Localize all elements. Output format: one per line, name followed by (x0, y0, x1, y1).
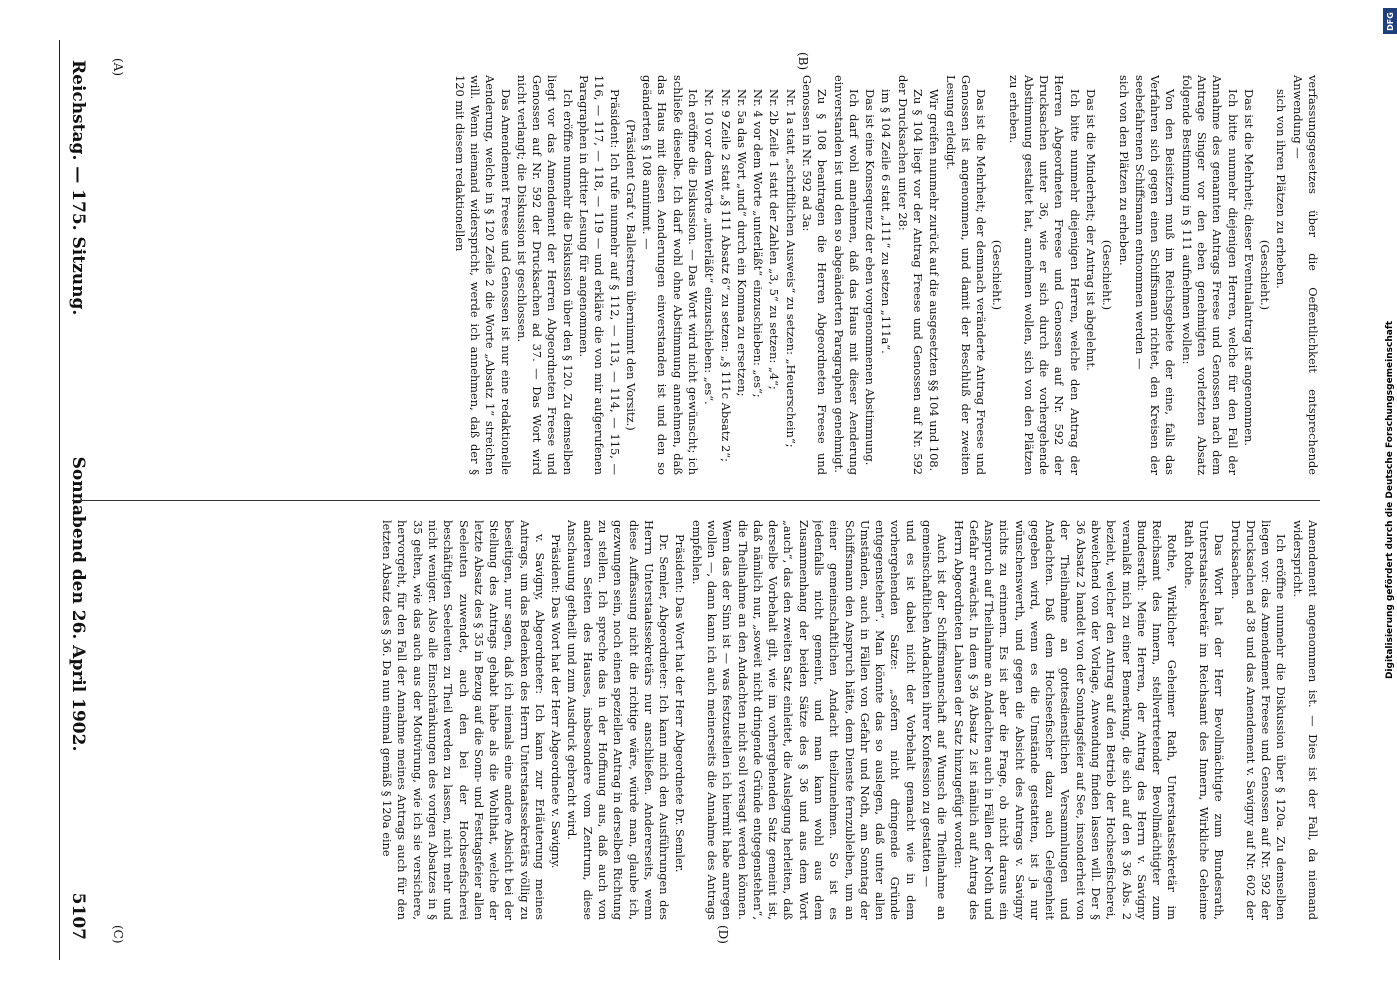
margin-marker-d: (D) (716, 925, 730, 944)
paragraph: Nr. 1a statt „schriftlichen Ausweis“ zu setzen: „Heuerschein“; (783, 89, 798, 448)
paragraph: Zu § 108 beantragen die Herren Abgeordneten Freese und Genossen in Nr. 592 ad 3a: (800, 75, 830, 475)
header-center: Sonnabend den 26. April 1902. (68, 456, 88, 752)
margin-marker-b: (B) (796, 52, 810, 71)
paragraph: (Präsident Graf v. Ballestrem übernimmt den Vorsitz.) (623, 119, 638, 431)
paragraph: Ich bitte nunmehr diejenigen Herren, welche für den Fall der Annahme des genannten Antrags Freese und Genossen nach dem Antrage Singer vor den eben genehmigten vorletzten Absatz folgende Bestimmung in § 111 aufnehmen wollen: (1179, 75, 1240, 475)
paragraph: Amendement angenommen ist. — Dies ist der Fall, da niemand widerspricht. (1290, 520, 1320, 920)
paragraph: und es ist dabei nicht der Vorbehalt gemacht wie in dem vorhergehenden Satze: „sofern nicht dringende Gründe entgegenstehen“. Man könnte das so auslegen, daß unter allen Umständen, auch in Fällen von Gefahr und Noth, am Sonntag der Schiffsmann den Anspruch hätte, dem Dienste fernzubleiben, um an einer gemeinschaftlichen Andacht theilzunehmen. So ist es jedenfalls nicht gemeint, und man kann wohl aus dem Zusammenhang der beiden Sätze des § 36 und aus dem Wort „auch“, das den zweiten Satz einleitet, die Auslegung herleiten, daß derselbe Vorbehalt gilt, wie im vorhergehenden Satz gemeint ist, daß nämlich nur, „soweit nicht dringende Gründe entgegenstehen“, die Theilnahme an den Andachten nicht soll versagt werden können. Wenn das der Sinn ist — was festzustellen ich hiermit habe anregen wollen —, dann kann ich auch meinerseits die Annahme des Antrags empfehlen. (689, 520, 918, 920)
dfg-logo-text: DFG (1385, 11, 1395, 31)
paragraph: Präsident: Ich rufe nunmehr auf § 112, — 113, — 114, — 115, — 116, — 117, — 118, — 119 — und erkläre die von mir aufgerufenen Paragraphen in dritter Lesung für angenommen. (577, 75, 622, 475)
column-divider (72, 500, 1320, 501)
paragraph: Das ist die Mehrheit; dieser Eventualantrag ist angenommen. (1241, 89, 1256, 447)
paragraph: Das ist die Minderheit; der Antrag ist abgelehnt. (1084, 89, 1099, 371)
margin-marker-a: (A) (111, 58, 125, 77)
paragraph: Von den Beisitzern muß im Reichsgebiete der eine, falls das Verfahren sich gegen einen Schiffsmann richtet, den Kreisen der seebefahrenen Schiffsmann entnommen werden — (1132, 75, 1178, 475)
paragraph: Dr. Semler, Abgeordneter: Ich kann mich den Ausführungen des Herrn Unterstaatssekretärs nur anschließen. Andererseits, wenn diese Auffassung nicht die richtige wäre, würde man, glaube ich, gezwungen sein, noch einen speziellen Antrag in derselben Richtung zu stellen. Ich spreche das in der Hoffnung aus, daß auch von anderen Seiten des Hauses, insbesondere vom Zentrum, diese Anschauung getheilt und zum Ausdruck gebracht wird. (565, 520, 672, 920)
right-column (72, 520, 1320, 920)
paragraph: Zu § 104 liegt vor der Antrag Freese und Genossen auf Nr. 592 der Drucksachen unter 28: (895, 75, 925, 475)
paragraph: Nr. 10 vor dem Worte „unterläßt“ einzuschieben: „es“. (702, 89, 717, 405)
paragraph: im § 104 Zeile 6 statt „111“ zu setzen „111a“. (879, 89, 894, 354)
dfg-logo (1383, 8, 1397, 34)
paragraph: Nr. 2b Zeile 1 statt der Zahlen „3, 5“ zu setzen: „4“; (767, 89, 782, 390)
paragraph: Ich bitte nunmehr diejenigen Herren, welche den Antrag der Herren Abgeordneten Freese und Genossen auf Nr. 592 der Drucksachen unter 36, wie er sich durch die vorhergehende Abstimmung gestaltet hat, annehmen wollen, sich von den Plätzen zu erheben. (1006, 75, 1082, 475)
paragraph: Rothe, Wirklicher Geheimer Rath, Unterstaatssekretär im Reichsamt des Innern, stellvertretender Bevollmächtigter zum Bundesrath: Meine Herren, der Antrag des Herrn v. Savigny veranlaßt mich zu einer Bemerkung, die sich auf den § 36 Abs. 2 bezieht, welcher den Antrag auf den Betrieb der Hochseefischerei, abweichend von der Vorlage, Anwendung finden lassen will. Der § 36 Absatz 2 handelt von der Sonntagsfeier auf See, insonderheit von der Theilnahme an gottesdienstlichen Versammlungen und Andachten. Daß dem Hochseefischer dazu auch Gelegenheit gegeben wird, wenn es die Umstände gestatten, ist ja nur wünschenswerth, und gegen die Absicht des Antrags v. Savigny nichts zu erinnern. Es ist aber die Frage, ob nicht daraus ein Anspruch auf Theilnahme an Andachten auch in Fällen der Noth und Gefahr erwächst. In dem § 36 Absatz 2 ist nämlich auf Antrag des Herrn Abgeordneten Lahusen der Satz hinzugefügt worden: (951, 520, 1180, 920)
header-page-number: 5107 (68, 892, 88, 940)
header-rule (59, 40, 60, 960)
paragraph: Nr. 5a das Wort „und“ durch ein Komma zu ersetzen; (734, 89, 749, 397)
paragraph: Nr. 9 Zeile 2 statt „§ 111 Absatz 6“ zu setzen: „§ 111c Absatz 2“; (718, 89, 733, 462)
paragraph: Das Amendement Freese und Genossen ist nur eine redaktionelle Aenderung, welche in § 120 Zeile 2 die Worte „Absatz 1“ streichen will. Wenn niemand widerspricht, werde ich annehmen, daß der § 120 mit diesem redaktionellen (452, 75, 513, 475)
left-column (72, 75, 1320, 475)
paragraph: Präsident: Das Wort hat der Herr Abgeordnete Dr. Semler. (673, 534, 688, 873)
header-left: Reichstag. — 175. Sitzung. (68, 60, 88, 316)
paragraph: Das ist eine Konsequenz der eben vorgenommenen Abstimmung. (863, 89, 878, 466)
margin-marker-c: (C) (111, 925, 125, 944)
paragraph: verfassungsgesetzes über die Oeffentlichkeit entsprechende Anwendung — (1290, 75, 1320, 475)
paragraph: Das ist die Mehrheit; der demnach veränderte Antrag Freese und Genossen ist angenommen, und damit der Beschluß der zweiten Lesung erledigt. (943, 75, 989, 475)
paragraph: sich von ihren Plätzen zu erheben. (1274, 89, 1289, 289)
paragraph: (Geschieht.) (990, 239, 1005, 311)
digitization-strip (1385, 0, 1397, 1000)
paragraph: sich von den Plätzen zu erheben. (1116, 75, 1131, 266)
paragraph: Nr. 4 vor dem Worte „unterläßt“ einzuschieben: „es“; (751, 89, 766, 398)
paragraph: Das Wort hat der Herr Bevollmächtigte zum Bundesrath, Unterstaatssekretär im Reichsamt des Innern, Wirkliche Geheime Rath Rothe. (1181, 520, 1227, 920)
paragraph: (Geschieht.) (1258, 239, 1273, 311)
paragraph: Auch ist der Schiffsmannschaft auf Wunsch die Theilnahme an gemeinschaftlichen Andachten ihrer Konfession zu gestatten — (919, 520, 950, 920)
paragraph: v. Savigny, Abgeordneter: Ich kann zur Erläuterung meines Antrags, um das Bedenken des Herrn Unterstaatssekretärs völlig zu beseitigen, nur sagen, daß ich niemals eine andere Absicht bei der Stellung des Antrags gehabt habe als die Wohlthat, welche der letzte Absatz des § 35 in Bezug auf die Sonn- und Festtagsfeier allen Seeleuten zuwendet, auch den bei der Hochseefischerei beschäftigten Seeleuten zu Theil werden zu lassen, nicht mehr und nicht weniger. Also alle Einschränkungen des vorigen Absatzes in § 35 gelten, wie das auch aus der Motivirung, wie ich sie versichere, hervorgeht, für den Fall der Annahme meines Antrags auch für den letzten Absatz des § 36. Da nun einmal gemäß § 120a eine (380, 520, 547, 920)
paragraph: Präsident: Das Wort hat der Herr Abgeordnete v. Savigny. (549, 534, 564, 869)
paragraph: Ich eröffne die Diskussion. — Das Wort wird nicht gewünscht; ich schließe dieselbe. Ich darf wohl ohne Abstimmung annehmen, daß das Haus mit diesen Aenderungen einverstanden ist und den so geänderten § 108 annimmt. — (640, 75, 701, 475)
paragraph: Wir greifen nunmehr zurück auf die ausgesetzten §§ 104 und 108. (927, 89, 942, 472)
paragraph: Ich eröffne nunmehr die Diskussion über den § 120. Zu demselben liegt vor das Amendement der Herren Abgeordneten Freese und Genossen auf Nr. 592 der Drucksachen ad 37. — Das Wort wird nicht verlangt; die Diskussion ist geschlossen. (514, 75, 575, 475)
digitization-credit: Digitalisierung gefördert durch die Deutsche Forschungsgemeinschaft (1385, 320, 1395, 680)
paragraph: Ich darf wohl annehmen, daß das Haus mit dieser Aenderung einverstanden ist und den so abgeänderten Paragraphen genehmigt. (831, 75, 861, 475)
paragraph: (Geschieht.) (1100, 239, 1115, 311)
paragraph: Ich eröffne nunmehr die Diskussion über § 120a. Zu demselben liegen vor: das Amendement Freese und Genossen auf Nr. 592 der Drucksachen ad 38 und das Amendement v. Savigny auf Nr. 602 der Drucksachen. (1228, 520, 1289, 920)
